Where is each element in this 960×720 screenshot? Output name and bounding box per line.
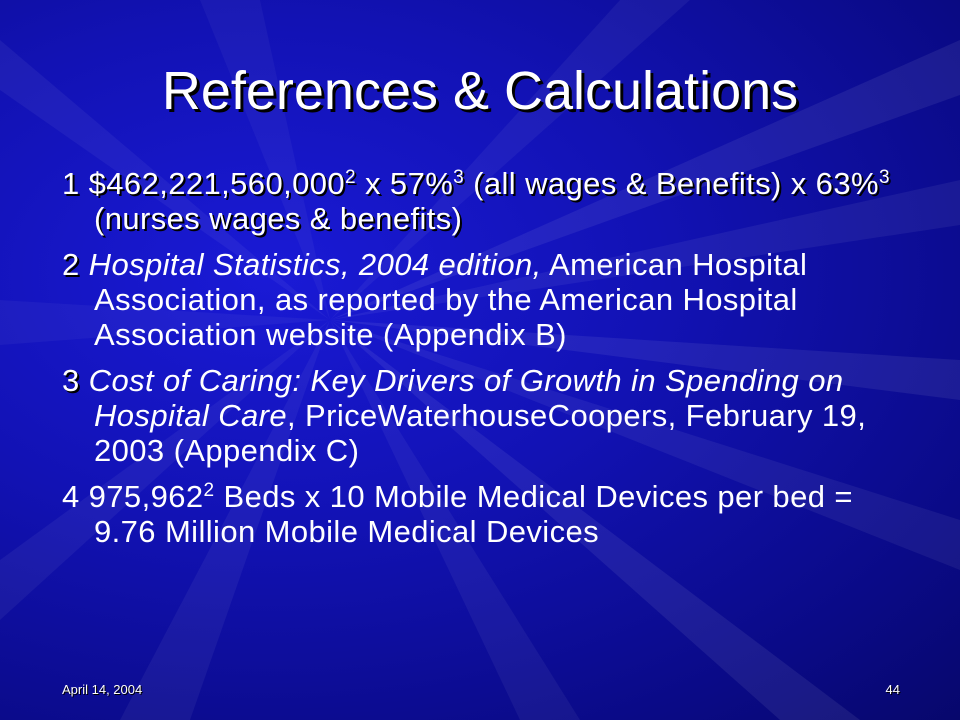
ref1-text-3: (nurses wages & benefits) — [94, 201, 463, 236]
ref1-sup-1: 2 — [345, 167, 356, 188]
ref1-lead: 1 $462,221,560,000 — [62, 166, 346, 201]
ref3-number: 3 — [62, 363, 80, 398]
page-number: 44 — [885, 682, 900, 697]
reference-2 — [62, 247, 912, 352]
ref2-details: American Hospital Association, as reported by the American Hospital Association website (Appendix B) — [94, 247, 808, 352]
slide-title: References & Calculations — [161, 61, 799, 121]
ref1-sup-3: 3 — [878, 167, 890, 188]
ref1-text-1: x 57% — [356, 166, 454, 201]
reference-1 — [62, 166, 912, 236]
ref4-lead: 4 975,962 — [62, 479, 204, 514]
ref1-sup-2: 3 — [453, 167, 465, 188]
reference-list — [62, 166, 912, 560]
ref4-sup-1: 2 — [203, 480, 215, 501]
ref3-details: , PriceWaterhouseCoopers, February 19, 2003 (Appendix C) — [94, 398, 867, 468]
ref2-number: 2 — [62, 247, 80, 282]
footer-date: April 14, 2004 — [62, 682, 143, 697]
ref3-title: Cost of Caring: Key Drivers of Growth in Spending on Hospital Care — [88, 363, 844, 433]
ref4-details: Beds x 10 Mobile Medical Devices per bed = 9.76 Million Mobile Medical Devices — [94, 479, 853, 549]
ref2-title: Hospital Statistics, 2004 edition, — [88, 247, 542, 282]
reference-3 — [62, 363, 912, 468]
reference-4 — [62, 479, 912, 549]
ref1-text-2: (all wages & Benefits) x 63% — [464, 166, 879, 201]
